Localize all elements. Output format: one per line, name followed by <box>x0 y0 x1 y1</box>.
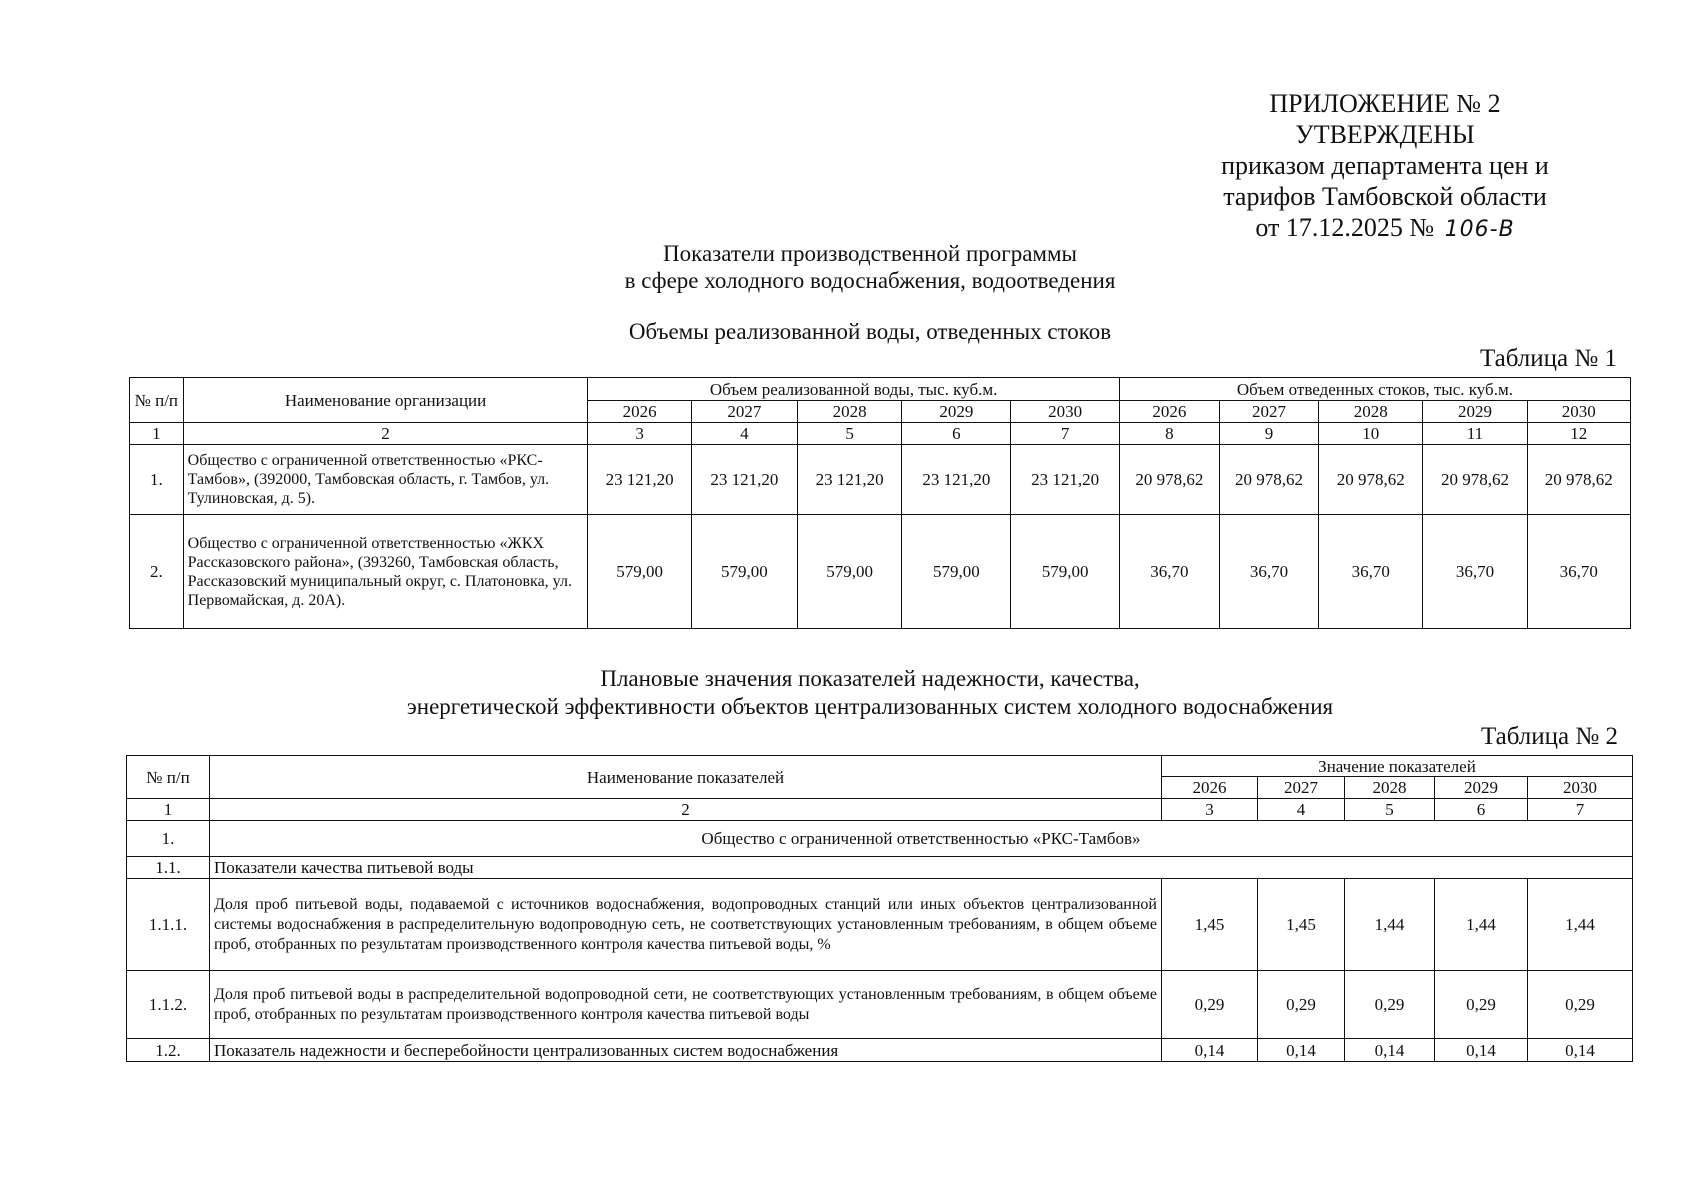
indicator-value: 1,44 <box>1528 879 1633 971</box>
column-index: 7 <box>1011 423 1119 445</box>
header-year: 2029 <box>1423 401 1527 423</box>
header-year: 2026 <box>588 401 691 423</box>
group-name: Показатели качества питьевой воды <box>210 857 1633 879</box>
sewage-volume-value: 36,70 <box>1119 515 1219 629</box>
table-indicators <box>126 755 1633 1062</box>
indicator-value: 1,44 <box>1435 879 1528 971</box>
header-indicator-values: Значение показателей <box>1162 756 1633 777</box>
water-volume-value: 23 121,20 <box>902 445 1011 515</box>
indicator-value: 0,14 <box>1345 1039 1435 1062</box>
indicator-value: 0,14 <box>1528 1039 1633 1062</box>
water-volume-value: 579,00 <box>588 515 691 629</box>
document-title-line-2: в сфере холодного водоснабжения, водоотведения <box>624 268 1116 293</box>
approval-date: от 17.12.2025 № <box>1255 213 1435 242</box>
row-num: 1.1. <box>127 857 210 879</box>
column-index: 4 <box>1258 799 1345 821</box>
column-index-row <box>127 799 1633 821</box>
annex-label: ПРИЛОЖЕНИЕ № 2 <box>1269 89 1501 118</box>
sewage-volume-value: 36,70 <box>1319 515 1423 629</box>
column-index: 5 <box>1345 799 1435 821</box>
row-num: 1. <box>130 445 184 515</box>
header-indicator-name: Наименование показателей <box>210 756 1162 799</box>
indicator-value: 0,29 <box>1435 971 1528 1039</box>
approval-line-2: тарифов Тамбовской области <box>1223 182 1547 211</box>
header-year: 2029 <box>1435 777 1528 799</box>
header-num: № п/п <box>130 378 184 423</box>
row-num: 1.1.2. <box>127 971 210 1039</box>
column-index: 9 <box>1219 423 1318 445</box>
column-index: 2 <box>210 799 1162 821</box>
column-index: 4 <box>691 423 797 445</box>
header-num: № п/п <box>127 756 210 799</box>
header-sewage-volume: Объем отведенных стоков, тыс. куб.м. <box>1119 378 1630 401</box>
column-index: 1 <box>127 799 210 821</box>
column-index: 5 <box>797 423 901 445</box>
column-index: 2 <box>183 423 588 445</box>
column-index: 1 <box>130 423 184 445</box>
header-year: 2028 <box>1345 777 1435 799</box>
header-year: 2026 <box>1162 777 1258 799</box>
document-title-line-1: Показатели производственной программы <box>663 241 1077 266</box>
order-number-handwritten: 106-В <box>1444 217 1515 242</box>
column-index: 11 <box>1423 423 1527 445</box>
row-num: 1.2. <box>127 1039 210 1062</box>
indicator-value: 1,45 <box>1162 879 1258 971</box>
water-volume-value: 23 121,20 <box>691 445 797 515</box>
water-volume-value: 579,00 <box>902 515 1011 629</box>
table-row <box>130 445 1631 515</box>
sewage-volume-value: 36,70 <box>1423 515 1527 629</box>
table1-section-title: Объемы реализованной воды, отведенных стоков <box>628 319 1112 344</box>
table-volumes <box>129 377 1631 629</box>
indicator-value: 0,14 <box>1435 1039 1528 1062</box>
water-volume-value: 23 121,20 <box>588 445 691 515</box>
table2-section-title <box>280 665 1460 721</box>
water-volume-value: 23 121,20 <box>797 445 901 515</box>
group-row <box>127 857 1633 879</box>
header-org: Наименование организации <box>183 378 588 423</box>
column-index: 12 <box>1527 423 1630 445</box>
approval-line-1: приказом департамента цен и <box>1221 151 1549 180</box>
indicator-value: 1,45 <box>1258 879 1345 971</box>
org-name: Общество с ограниченной ответственностью «РКС-Тамбов», (392000, Тамбовская область, г. Тамбов, ул. Тулиновская, д. 5). <box>183 445 588 515</box>
table-row <box>130 515 1631 629</box>
column-index: 8 <box>1119 423 1219 445</box>
header-year: 2030 <box>1528 777 1633 799</box>
sewage-volume-value: 36,70 <box>1527 515 1630 629</box>
approval-stamp <box>1195 88 1575 245</box>
column-index: 7 <box>1528 799 1633 821</box>
row-num: 1. <box>127 821 210 857</box>
row-num: 2. <box>130 515 184 629</box>
column-index: 6 <box>902 423 1011 445</box>
table2-caption: Таблица № 2 <box>1480 723 1618 750</box>
header-water-volume: Объем реализованной воды, тыс. куб.м. <box>588 378 1119 401</box>
table2-section-title-line-2: энергетической эффективности объектов централизованных систем холодного водоснабжения <box>406 694 1334 719</box>
water-volume-value: 579,00 <box>797 515 901 629</box>
water-volume-value: 579,00 <box>691 515 797 629</box>
indicator-name: Доля проб питьевой воды в распределительной водопроводной сети, не соответствующих установленным требованиям, в общем объеме проб, отобранных по результатам производственного контроля качества питьевой воды <box>210 971 1162 1039</box>
indicator-name: Доля проб питьевой воды, подаваемой с источников водоснабжения, водопроводных станций или иных объектов централизованной системы водоснабжения в распределительную водопроводную сеть, не соответствующих установленным требованиям, в общем объеме проб, отобранных по результатам производственного контроля качества питьевой воды, % <box>210 879 1162 971</box>
table-row <box>127 1039 1633 1062</box>
sewage-volume-value: 20 978,62 <box>1219 445 1318 515</box>
column-index: 3 <box>588 423 691 445</box>
sewage-volume-value: 36,70 <box>1219 515 1318 629</box>
column-index-row <box>130 423 1631 445</box>
indicator-value: 0,29 <box>1345 971 1435 1039</box>
indicator-value: 1,44 <box>1345 879 1435 971</box>
water-volume-value: 579,00 <box>1011 515 1119 629</box>
org-name: Общество с ограниченной ответственностью «РКС-Тамбов» <box>210 821 1633 857</box>
water-volume-value: 23 121,20 <box>1011 445 1119 515</box>
sewage-volume-value: 20 978,62 <box>1527 445 1630 515</box>
org-name: Общество с ограниченной ответственностью «ЖКХ Рассказовского района», (393260, Тамбовская область, Рассказовский муниципальный округ, с. Платоновка, ул. Первомайская, д. 20А). <box>183 515 588 629</box>
indicator-value: 0,29 <box>1258 971 1345 1039</box>
approved-label: УТВЕРЖДЕНЫ <box>1295 120 1475 149</box>
table-row <box>127 971 1633 1039</box>
row-num: 1.1.1. <box>127 879 210 971</box>
header-year: 2027 <box>1258 777 1345 799</box>
sewage-volume-value: 20 978,62 <box>1119 445 1219 515</box>
header-year: 2028 <box>1319 401 1423 423</box>
header-year: 2026 <box>1119 401 1219 423</box>
header-year: 2027 <box>691 401 797 423</box>
table-row <box>127 879 1633 971</box>
indicator-name: Показатель надежности и бесперебойности централизованных систем водоснабжения <box>210 1039 1162 1062</box>
header-year: 2030 <box>1527 401 1630 423</box>
org-row <box>127 821 1633 857</box>
column-index: 3 <box>1162 799 1258 821</box>
header-year: 2029 <box>902 401 1011 423</box>
header-year: 2027 <box>1219 401 1318 423</box>
document-title <box>430 240 1310 294</box>
indicator-value: 0,29 <box>1528 971 1633 1039</box>
indicator-value: 0,29 <box>1162 971 1258 1039</box>
header-year: 2030 <box>1011 401 1119 423</box>
header-year: 2028 <box>797 401 901 423</box>
table1-caption: Таблица № 1 <box>1479 345 1617 372</box>
sewage-volume-value: 20 978,62 <box>1319 445 1423 515</box>
indicator-value: 0,14 <box>1162 1039 1258 1062</box>
indicator-value: 0,14 <box>1258 1039 1345 1062</box>
column-index: 10 <box>1319 423 1423 445</box>
table2-section-title-line-1: Плановые значения показателей надежности, качества, <box>600 666 1140 691</box>
sewage-volume-value: 20 978,62 <box>1423 445 1527 515</box>
column-index: 6 <box>1435 799 1528 821</box>
